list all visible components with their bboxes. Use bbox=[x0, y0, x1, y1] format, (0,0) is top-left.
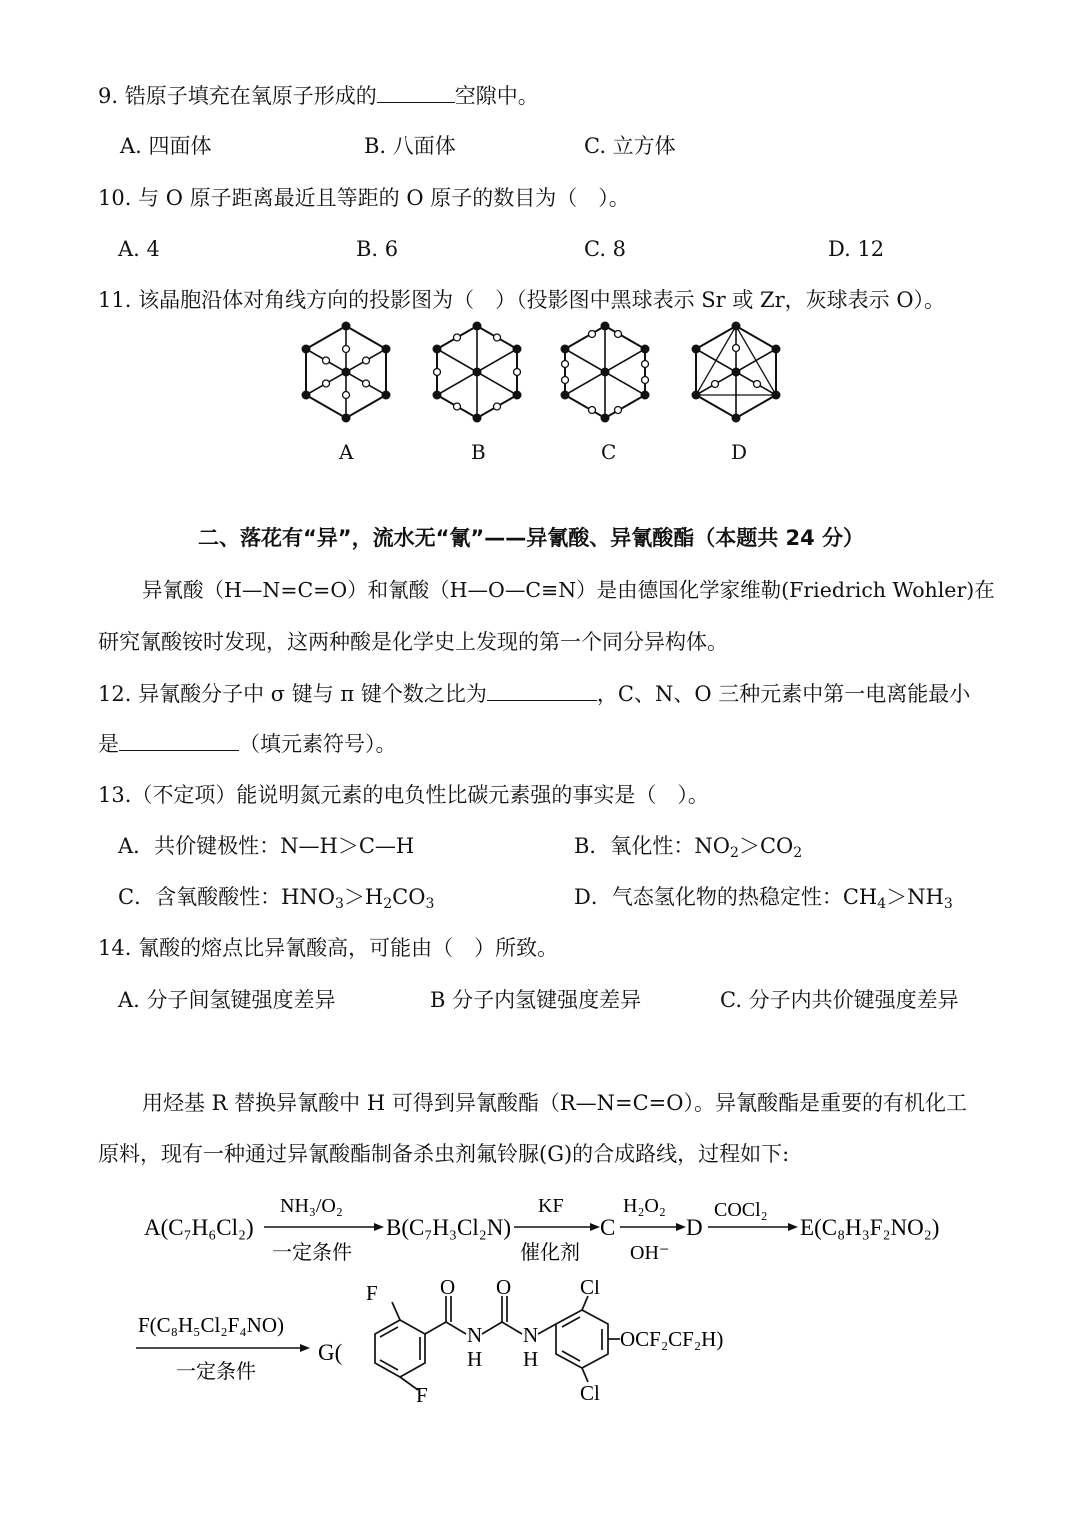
para2-line-2: 原料，现有一种通过异氰酸酯制备杀虫剂氟铃脲(G)的合成路线，过程如下: bbox=[98, 1142, 790, 1166]
route-step5-reagent: F(C₈H₅Cl₂F₄NO) bbox=[138, 1313, 284, 1337]
route-g-prefix: G( bbox=[318, 1340, 343, 1365]
synthesis-route-row2 bbox=[130, 1280, 770, 1415]
route-step3-reagent: H₂O₂ bbox=[623, 1195, 666, 1217]
route-d: D bbox=[686, 1215, 703, 1240]
q14-option-c: C. 分子内共价键强度差异 bbox=[720, 988, 959, 1012]
g-substituent: OCF₂CF₂H) bbox=[620, 1327, 724, 1351]
route-step2-condition: 催化剂 bbox=[520, 1242, 580, 1264]
q9-stem-end: 空隙中。 bbox=[454, 84, 539, 108]
projection-b bbox=[433, 322, 522, 423]
dichlorophenyl-ring bbox=[556, 1296, 620, 1382]
route-a: A(C₇H₆Cl₂) bbox=[144, 1215, 254, 1240]
q11-stem: 11. 该晶胞沿体对角线方向的投影图为（ ）（投影图中黑球表示 Sr 或 Zr，灰球表示 O）。 bbox=[98, 288, 946, 312]
g-oxygen-1: O bbox=[440, 1280, 456, 1299]
synthesis-route-row1 bbox=[130, 1185, 970, 1275]
projection-d bbox=[692, 322, 781, 423]
projection-label-d: D bbox=[731, 440, 748, 464]
q12-text-2: ，C、N、O 三种元素中第一电离能最小 bbox=[596, 682, 971, 706]
q13-option-c: C．含氧酸酸性：$HNO_3>H_2CO_3$ bbox=[118, 885, 435, 912]
q12-text-3: 是 bbox=[98, 732, 119, 756]
q10-stem: 10. 与 O 原子距离最近且等距的 O 原子的数目为（ ）。 bbox=[98, 186, 630, 210]
q9-option-b: B. 八面体 bbox=[364, 134, 456, 158]
g-fluoro-top: F bbox=[366, 1281, 378, 1305]
projection-label-b: B bbox=[471, 440, 486, 464]
g-hydrogen-2: H bbox=[523, 1347, 539, 1371]
projection-diagrams bbox=[290, 318, 800, 428]
route-step1-condition: 一定条件 bbox=[272, 1242, 352, 1264]
projection-label-a: A bbox=[339, 440, 354, 464]
g-oxygen-2: O bbox=[496, 1280, 512, 1299]
route-step3-condition: OH⁻ bbox=[630, 1242, 670, 1264]
g-fluoro-bottom: F bbox=[416, 1383, 428, 1407]
q14-stem: 14. 氰酸的熔点比异氰酸高，可能由（ ）所致。 bbox=[98, 936, 559, 960]
q9-stem-text: 9. 锆原子填充在氧原子形成的 bbox=[98, 84, 377, 108]
q14-option-a: A. 分子间氢键强度差异 bbox=[118, 988, 336, 1012]
q12-blank-element[interactable] bbox=[119, 730, 239, 751]
route-step2-reagent: KF bbox=[538, 1195, 564, 1217]
route-step1-reagent: NH₃/O₂ bbox=[280, 1195, 343, 1217]
q9-option-a: A. 四面体 bbox=[120, 134, 212, 158]
g-chloro-bottom: Cl bbox=[580, 1381, 600, 1405]
section-2-title: 二、落花有“异”，流水无“氰”——异氰酸、异氰酸酯（本题共 24 分） bbox=[198, 526, 865, 550]
para2-line-1: 用烃基 R 替换异氰酸中 H 可得到异氰酸酯（R—N=C=O）。异氰酸酯是重要的有机化工 bbox=[142, 1091, 967, 1115]
g-nitrogen-1: N bbox=[467, 1323, 483, 1347]
q9-stem bbox=[98, 82, 539, 110]
q13-option-b: B．氧化性：$NO_2>CO_2$ bbox=[574, 834, 803, 861]
g-hydrogen-1: H bbox=[467, 1347, 483, 1371]
q12-line-1 bbox=[98, 680, 970, 708]
g-nitrogen-2: N bbox=[523, 1323, 539, 1347]
intro-line-2: 研究氰酸铵时发现，这两种酸是化学史上发现的第一个同分异构体。 bbox=[98, 630, 728, 654]
projection-c bbox=[561, 322, 650, 423]
q12-text-1: 12. 异氰酸分子中 σ 键与 π 键个数之比为 bbox=[98, 682, 487, 706]
q13-option-d: D．气态氢化物的热稳定性：$CH_4>NH_3$ bbox=[574, 885, 953, 912]
projection-label-c: C bbox=[601, 440, 617, 464]
q10-option-d: D. 12 bbox=[828, 237, 885, 261]
route-step5-condition: 一定条件 bbox=[176, 1361, 256, 1383]
projection-a bbox=[302, 322, 391, 423]
route-e: E(C₈H₃F₂NO₂) bbox=[800, 1215, 940, 1240]
route-b: B(C₇H₃Cl₂N) bbox=[386, 1215, 512, 1240]
q12-line-2 bbox=[98, 730, 397, 758]
g-chloro-top: Cl bbox=[580, 1280, 600, 1299]
route-step4-reagent: COCl₂ bbox=[714, 1199, 768, 1221]
q9-answer-blank[interactable] bbox=[377, 82, 455, 103]
q12-blank-ratio[interactable] bbox=[487, 680, 597, 701]
q10-option-b: B. 6 bbox=[356, 237, 399, 261]
q13-option-a: A．共价键极性：N—H＞C—H bbox=[118, 834, 415, 858]
route-c: C bbox=[600, 1215, 616, 1240]
q12-text-4: （填元素符号）。 bbox=[239, 732, 397, 756]
q10-option-c: C. 8 bbox=[584, 237, 627, 261]
q13-stem: 13.（不定项）能说明氮元素的电负性比碳元素强的事实是（ ）。 bbox=[98, 783, 709, 807]
q14-option-b: B 分子内氢键强度差异 bbox=[430, 988, 642, 1012]
q10-option-a: A. 4 bbox=[118, 237, 160, 261]
intro-line-1: 异氰酸（H—N=C=O）和氰酸（H—O—C≡N）是由德国化学家维勒(Friedrich Wohler)在 bbox=[142, 578, 995, 602]
q9-option-c: C. 立方体 bbox=[584, 134, 676, 158]
